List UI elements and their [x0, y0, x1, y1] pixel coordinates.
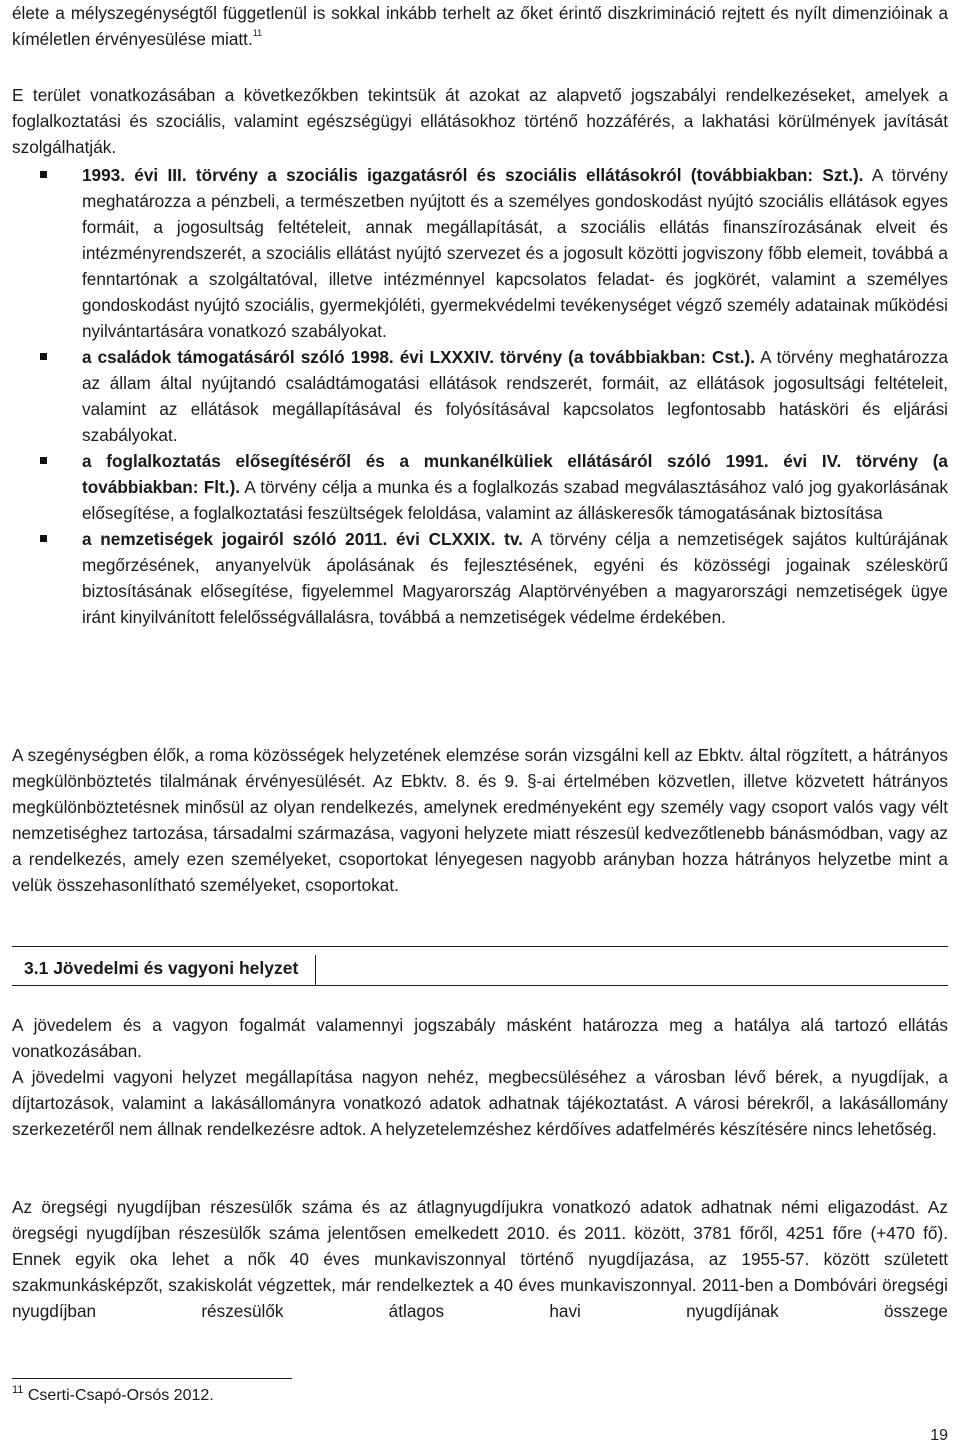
law-item-flt	[12, 448, 948, 526]
pension-paragraph	[12, 1194, 948, 1324]
section-heading-box	[12, 946, 948, 986]
law-list	[12, 162, 948, 630]
income-text-2: A jövedelmi vagyoni helyzet megállapítása nagyon nehéz, megbecsüléséhez a városban lévő bérek, a nyugdíjak, a díjtartozások, valamint a lakásállományra vonatkozó adatok adhatnak tájékoztatást. A városi bérekről, a lakásállomány szerkezetéről nem állnak rendelkezésre adtok. A helyzetelemzéshez kérdőíves adatfelmérés készítésére nincs lehetőség.	[12, 1067, 948, 1139]
bullet-square-icon	[40, 535, 47, 542]
page-number: 19	[930, 1427, 948, 1444]
law-title: 1993. évi III. törvény a szociális igazgatásról és szociális ellátásokról (továbbiakban: Szt.).	[82, 165, 864, 185]
footnote-divider	[12, 1378, 292, 1379]
bullet-square-icon	[40, 457, 47, 464]
law-description: A törvény célja a nemzetiségek sajátos kultúrájának megőrzésének, anyanyelvük ápolásának és fejlesztésének, egyéni és közösségi jogainak széleskörű biztosításának elősegítése, figyelemmel Magyarország Alaptörvényében a magyarországi nemzetiségek ügye iránt kinyilvánított felelősségvállalásra, továbbá a nemzetiségek védelme érdekében.	[82, 529, 948, 627]
law-title: a családok támogatásáról szóló 1998. évi LXXXIV. törvény (a továbbiakban: Cst.).	[82, 347, 756, 367]
legal-intro-text: E terület vonatkozásában a következőkben tekintsük át azokat az alapvető jogszabályi rendelkezéseket, amelyek a foglalkoztatási és szociális, valamint egészségügyi ellátásokhoz történő hozzáférés, a lakhatási körülmények javítását szolgálhatják.	[12, 85, 948, 157]
footnote	[12, 1386, 214, 1406]
law-title: a nemzetiségek jogairól szóló 2011. évi CLXXIX. tv.	[82, 529, 523, 549]
law-description: A törvény meghatározza az állam által nyújtandó családtámogatási ellátások rendszerét, formáit, az ellátások jogosultsági feltételeit, valamint az ellátások megállapításával és folyósításával kapcsolatos legfontosabb hatásköri és eljárási szabályokat.	[82, 347, 948, 445]
law-item-nemzetisegek	[12, 526, 948, 630]
law-description: A törvény célja a munka és a foglalkozás szabad megválasztásához való jog gyakorlásának elősegítése, a foglalkoztatási feszültségek feloldása, valamint az álláskeresők támogatásának biztosítása	[82, 477, 948, 523]
bullet-square-icon	[40, 353, 47, 360]
intro-text: élete a mélyszegénységtől függetlenül is sokkal inkább terhelt az őket érintő diszkrimináció rejtett és nyílt dimenzióinak a kíméletlen érvényesülése miatt.	[12, 3, 948, 49]
pension-text: Az öregségi nyugdíjban részesülők száma és az átlagnyugdíjukra vonatkozó adatok adhatnak némi eligazodást. Az öregségi nyugdíjban részesülők száma jelentősen emelkedett 2010. és 2011. között, 3781 főről, 4251 főre (+470 fő). Ennek egyik oka lehet a nők 40 éves munkaviszonnyal történő nyugdíjazása, az 1955-57. között született szakmunkásképzőt, szakiskolát végzettek, már rendelkeztek a 40 éves munkaviszonnyal. 2011-ben a Dombóvári öregségi nyugdíjban részesülők átlagos havi nyugdíjának összege	[12, 1197, 948, 1321]
income-text-1: A jövedelem és a vagyon fogalmát valamennyi jogszabály másként határozza meg a hatálya alá tartozó ellátás vonatkozásában.	[12, 1015, 948, 1061]
section-title: 3.1 Jövedelmi és vagyoni helyzet	[12, 955, 316, 985]
footnote-reference[interactable]: 11	[252, 28, 263, 38]
law-item-szt	[12, 162, 948, 344]
legal-intro-paragraph	[12, 82, 948, 160]
income-paragraph-1	[12, 1012, 948, 1064]
discrimination-paragraph	[12, 742, 948, 898]
discrimination-text: A szegénységben élők, a roma közösségek helyzetének elemzése során vizsgálni kell az Ebktv. által rögzített, a hátrányos megkülönböztetés tilalmának érvényesülését. Az Ebktv. 8. és 9. §-ai értelmében közvetlen, illetve közvetett hátrányos megkülönböztetésnek minősül az olyan rendelkezés, amelynek eredményeként egy személy vagy csoport valós vagy vélt nemzetiséghez tartozása, társadalmi származása, vagyoni helyzete miatt részesül kedvezőtlenebb bánásmódban, vagy az a rendelkezés, amely ezen személyeket, csoportokat lényegesen nagyobb arányban hozza hátrányos helyzetbe mint a velük összehasonlítható személyeket, csoportokat.	[12, 745, 948, 895]
footnote-number: 11	[12, 1384, 24, 1396]
law-item-cst	[12, 344, 948, 448]
law-description: A törvény meghatározza a pénzbeli, a természetben nyújtott és a személyes gondoskodást nyújtó szociális ellátások egyes formáit, a jogosultság feltételeit, annak megállapítását, a szociális ellátás finanszírozásának elveit és intézményrendszerét, a szociális ellátást nyújtó szervezet és a jogosult közötti jogviszony főbb elemeit, továbbá a fenntartónak a szolgáltatóval, illetve intézménnyel kapcsolatos feladat- és jogkörét, valamint a személyes gondoskodást nyújtó szociális, gyermekjóléti, gyermekvédelmi tevékenységet végző személy adatainak működési nyilvántartására vonatkozó szabályokat.	[82, 165, 948, 341]
intro-paragraph	[12, 0, 948, 52]
law-title: a foglalkoztatás elősegítéséről és a munkanélküliek ellátásáról szóló 1991. évi IV. törvény (a továbbiakban: Flt.).	[82, 451, 948, 497]
income-paragraph-2	[12, 1064, 948, 1142]
bullet-square-icon	[40, 171, 47, 178]
footnote-text: Cserti-Csapó-Orsós 2012.	[27, 1387, 214, 1404]
